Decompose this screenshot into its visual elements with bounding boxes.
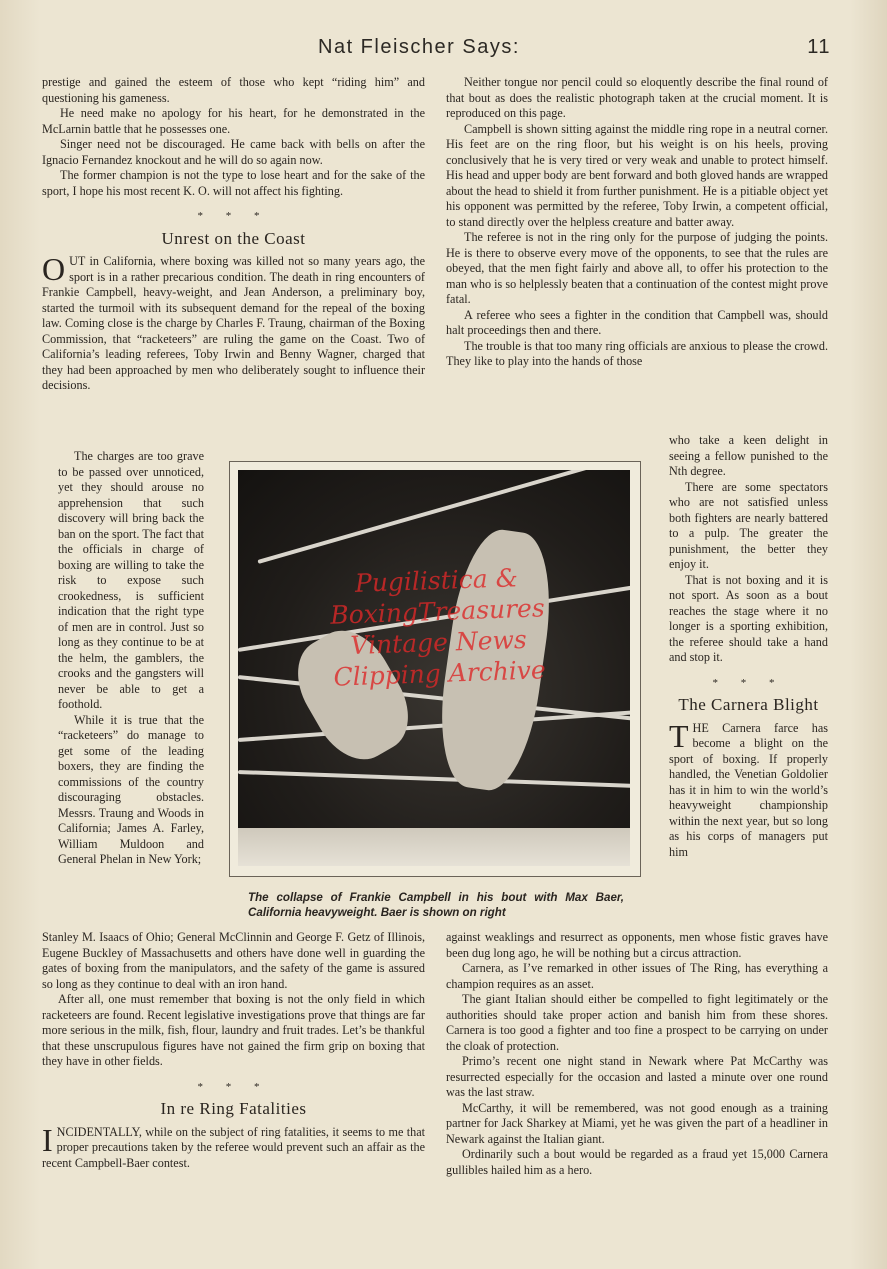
paragraph: He need make no apology for his heart, for he demonstrated in the McLarnin battle that he possesses one. (42, 106, 425, 136)
section-divider: * * * (197, 1080, 270, 1093)
paragraph: The former champion is not the type to lose heart and for the sake of the sport, I hope his most recent K. O. will not affect his fighting. (42, 168, 425, 198)
paragraph: The giant Italian should either be compelled to fight legitimately or the authorities should take proper action and banish him from these shores. Carnera is too good a fighter and too fine a prospect to be carrying on under the cloak of protection. (446, 992, 828, 1053)
left-wrap-column (58, 449, 204, 868)
paragraph: Campbell is shown sitting against the middle ring rope in a neutral corner. His feet are on the ring floor, but his weight is on his heels, proving conclusively that he is very tired or very weak and unable to protect himself. His head and upper body are bent forward and both gloved hands are wrapped about the head to shield it from further punishment. He is a pitiable object yet his opponent was permitted by the referee, Toby Irwin, a competent official, to stand directly over the helpless creature and batter away. (446, 121, 828, 229)
boxing-photo (238, 470, 630, 866)
paragraph: prestige and gained the esteem of those who kept “riding him” and questioning his gameness. (42, 75, 425, 105)
paragraph: Ordinarily such a bout would be regarded as a fraud yet 15,000 Carnera gullibles hailed him as a hero. (446, 1147, 828, 1177)
right-column-top (446, 75, 828, 370)
ring-floor (238, 828, 630, 866)
section-title-fatalities: In re Ring Fatalities (160, 1099, 307, 1118)
ring-rope (257, 470, 630, 564)
paragraph-text: HE Carnera farce has become a blight on the sport of boxing. If properly handled, the Venetian Goldolier has it in him to win the world’s heavyweight championship within the next year, but so long as his corps of managers put him (669, 720, 828, 859)
paragraph-text: UT in California, where boxing was killed not so many years ago, the sport is in a rather precarious condition. The death in ring encounters of Frankie Campbell, heavy-weight, and Jean Anderson, a preliminary boy, started the turmoil with its subsequent demand for the repeal of the boxing law. Coming close is the charge by Charles F. Traung, chairman of the Boxing Commission, that “racketeers” are ruling the game on the Coast. Two of California’s leading referees, Toby Irwin and Benny Wagner, charged that they had been approached by men who deliberately sought to influence their decisions. (42, 254, 425, 392)
photo-caption: The collapse of Frankie Campbell in his bout with Max Baer, California heavyweight. Baer is shown on right (248, 891, 624, 919)
watermark-line: Pugilistica & (354, 563, 519, 598)
right-column-bottom (446, 930, 828, 1178)
paragraph: Stanley M. Isaacs of Ohio; General McClinnin and George F. Getz of Illinois, Eugene Buckley of Massachusetts and others have done well in guarding the gates of boxing from the manipulators, and the safety of the game is assured so long as they continue to deal with an iron hand. (42, 930, 425, 991)
paragraph (42, 251, 425, 394)
paragraph: The referee is not in the ring only for the purpose of judging the points. He is there to observe every move of the opponents, to see that the rules are obeyed, that the men fight fairly and above all, to offer his protection to the man who is so helplessly beaten that a continuation of the contest might prove fatal. (446, 230, 828, 306)
paragraph: The charges are too grave to be passed over unnoticed, yet they should arouse no apprehension that such discovery will bring back the ban on the sport. The fact that the officials in charge of boxing are willing to take the risk to expose such crookedness, is sufficient indication that the right type of men are in control. Just so long as they continue to be at the helm, the gamblers, the crooks and the gangsters will never be able to get a foothold. (58, 449, 204, 711)
paragraph-text: NCIDENTALLY, while on the subject of ring fatalities, it seems to me that proper precautions taken by the referee would prevent such an affair as the recent Campbell-Baer contest. (42, 1124, 425, 1170)
paragraph: against weaklings and resurrect as opponents, men whose fistic graves have been dug long ago, he will be nothing but a circus attraction. (446, 930, 828, 960)
photo-figure (229, 461, 641, 877)
drop-cap: I (42, 1121, 53, 1158)
watermark-line: Clipping Archive (333, 655, 547, 692)
paragraph: There are some spectators who are not satisfied unless both fighters are nearly battered to a pulp. The greater the punishment, the better they enjoy it. (669, 479, 828, 571)
section-divider: * * * (712, 676, 785, 689)
left-column-bottom (42, 930, 425, 1171)
paragraph (669, 717, 828, 861)
paragraph: Carnera, as I’ve remarked in other issues of The Ring, has everything a champion requires as an asset. (446, 961, 828, 991)
watermark-line: BoxingTreasures (329, 593, 546, 630)
paragraph: Primo’s recent one night stand in Newark where Pat McCarthy was resurrected especially for the occasion and lasted a minute over one round was the last straw. (446, 1054, 828, 1099)
paragraph: That is not boxing and it is not sport. As soon as a bout reaches the stage where it no longer is a sporting exhibition, the referee should take a hand and stop it. (669, 572, 828, 664)
running-title: Nat Fleischer Says: (318, 36, 520, 58)
drop-cap: T (669, 717, 689, 754)
left-column-top (42, 75, 425, 394)
paragraph (42, 1121, 425, 1172)
section-divider: * * * (197, 210, 270, 222)
watermark-line: Vintage News (349, 624, 528, 661)
paragraph: The trouble is that too many ring officials are anxious to please the crowd. They like to play into the hands of those (446, 338, 828, 368)
page-header (318, 36, 831, 62)
page-number: 11 (807, 36, 831, 58)
section-title-carnera: The Carnera Blight (678, 695, 819, 714)
paragraph: After all, one must remember that boxing is not the only field in which racketeers are found. Recent legislative investigations prove that things are far more serious in the milk, fish, flour, laundry and fruit trades. Let’s be thankful that these unscrupulous figures have not gained the firm grip on boxing that they have in other fields. (42, 992, 425, 1068)
paragraph: who take a keen delight in seeing a fellow punished to the Nth degree. (669, 433, 828, 478)
drop-cap: O (42, 251, 66, 287)
paragraph: While it is true that the “racketeers” do manage to get some of the leading boxers, they are finding the commissions of the country discouraging obstacles. Messrs. Traung and Woods in California; James A. Farley, William Muldoon and General Phelan in New York; (58, 712, 204, 866)
ring-rope (238, 709, 630, 742)
paragraph: McCarthy, it will be remembered, was not good enough as a training partner for Jack Sharkey at Miami, yet he was given the part of a headliner in Newark against the Italian giant. (446, 1100, 828, 1146)
watermark (306, 561, 570, 694)
ring-rope (238, 770, 630, 789)
paragraph: A referee who sees a fighter in the condition that Campbell was, should halt proceedings then and there. (446, 307, 828, 337)
right-wrap-column (669, 433, 828, 860)
paragraph: Singer need not be discouraged. He came back with bells on after the Ignacio Fernandez knockout and he will do so again now. (42, 137, 425, 167)
section-title-unrest: Unrest on the Coast (161, 228, 306, 248)
paragraph: Neither tongue nor pencil could so eloquently describe the final round of that bout as does the realistic photograph taken at the crucial moment. It is reproduced on this page. (446, 75, 828, 120)
